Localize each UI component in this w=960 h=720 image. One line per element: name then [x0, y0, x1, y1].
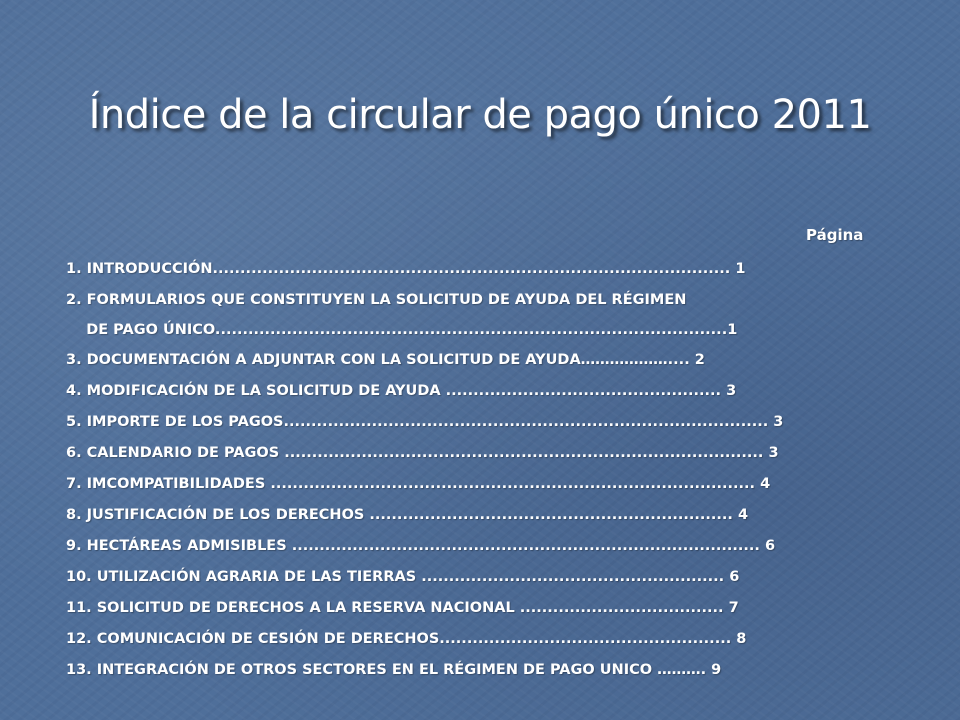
toc-entry-8: 8. JUSTIFICACIÓN DE LOS DERECHOS .................................................................. 4	[66, 507, 749, 523]
table-of-contents	[66, 254, 866, 686]
toc-entry-6: 6. CALENDARIO DE PAGOS ....................................................................................... 3	[66, 445, 779, 461]
toc-entry-2-continuation: DE PAGO ÚNICO.............................................................................................1	[66, 322, 738, 338]
toc-entry-11: 11. SOLICITUD DE DERECHOS A LA RESERVA NACIONAL ..................................... 7	[66, 600, 739, 616]
toc-entry-3: 3. DOCUMENTACIÓN A ADJUNTAR CON LA SOLICITUD DE AYUDA……………….... 2	[66, 352, 705, 368]
toc-entry-2: 2. FORMULARIOS QUE CONSTITUYEN LA SOLICITUD DE AYUDA DEL RÉGIMEN	[66, 292, 687, 308]
toc-entry-7: 7. IMCOMPATIBILIDADES ........................................................................................ 4	[66, 476, 771, 492]
page-column-header: Página	[806, 226, 864, 244]
toc-entry-1: 1. INTRODUCCIÓN.............................................................................................. 1	[66, 261, 746, 277]
toc-entry-4: 4. MODIFICACIÓN DE LA SOLICITUD DE AYUDA .................................................. 3	[66, 383, 737, 399]
toc-entry-5: 5. IMPORTE DE LOS PAGOS........................................................................................ 3	[66, 414, 784, 430]
slide-title: Índice de la circular de pago único 2011	[88, 92, 872, 138]
toc-entry-12: 12. COMUNICACIÓN DE CESIÓN DE DERECHOS..................................................... 8	[66, 631, 747, 647]
toc-entry-13: 13. INTEGRACIÓN DE OTROS SECTORES EN EL RÉGIMEN DE PAGO UNICO ………. 9	[66, 662, 722, 678]
toc-entry-10: 10. UTILIZACIÓN AGRARIA DE LAS TIERRAS ....................................................... 6	[66, 569, 740, 585]
toc-entry-9: 9. HECTÁREAS ADMISIBLES ..................................................................................... 6	[66, 538, 776, 554]
